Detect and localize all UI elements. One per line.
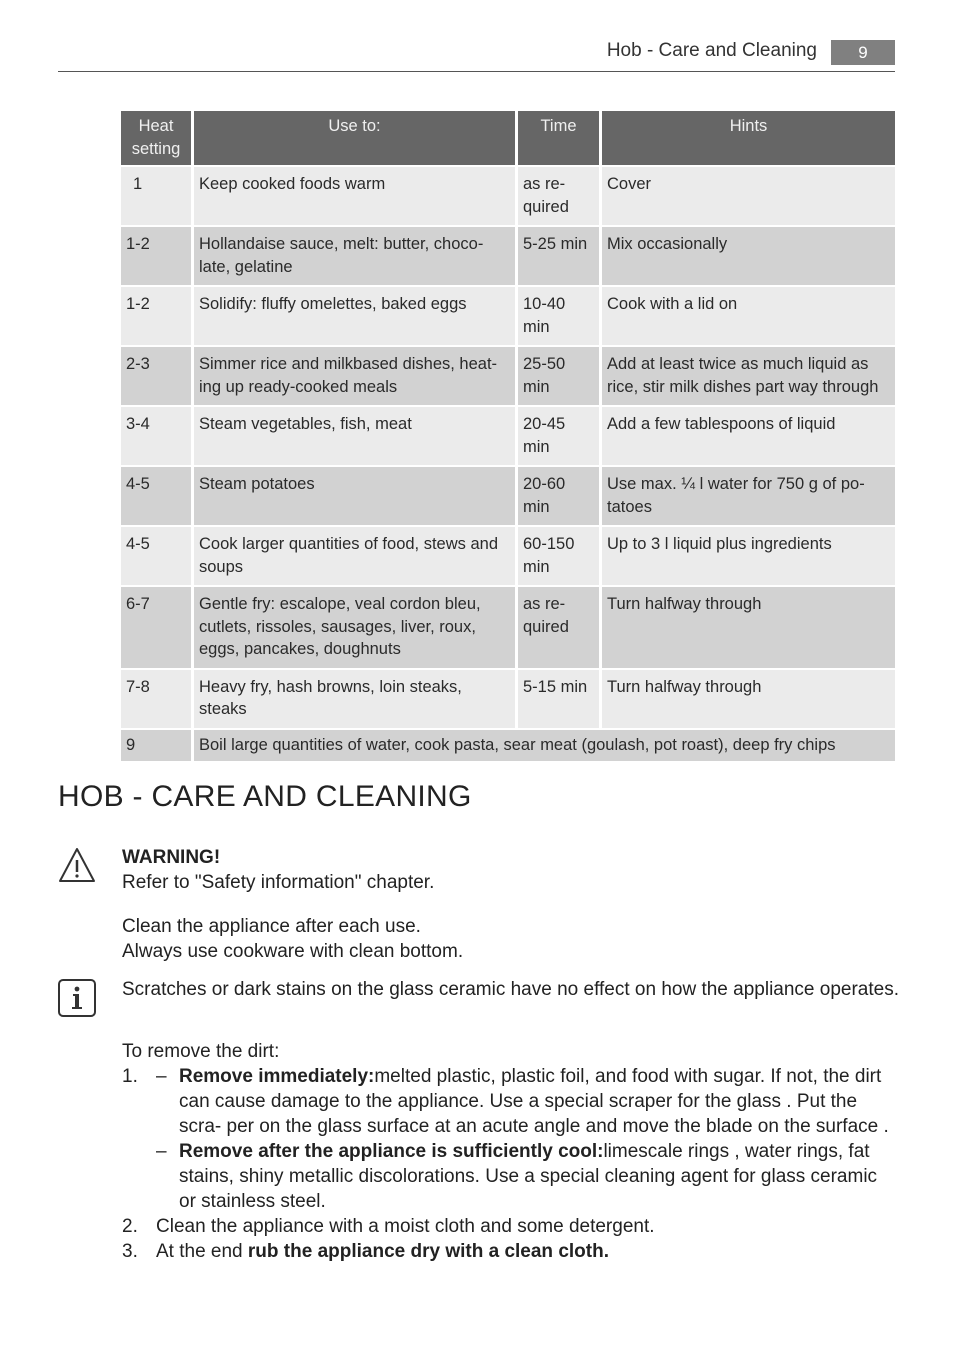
cell-heat: 4-5: [121, 527, 194, 587]
table-row: [121, 467, 895, 527]
cell-time: 25-50 min: [518, 347, 602, 407]
page-header: [58, 36, 895, 72]
cell-use: Solidify: fluffy omelettes, baked eggs: [194, 287, 518, 347]
column-header-time: Time: [518, 111, 602, 167]
table-row: [121, 587, 895, 670]
warning-triangle-icon: [58, 846, 96, 884]
cell-heat: 7-8: [121, 670, 194, 730]
sub-item-text: limescale rings , water rings, fat stains, shiny metallic discolorations. Use a special cleaning agent for glass ceramic or stainless steel.: [179, 1141, 878, 1212]
cell-time: as re- quired: [518, 587, 602, 670]
cell-heat: 4-5: [121, 467, 194, 527]
cell-use: Gentle fry: escalope, veal cordon bleu, cutlets, rissoles, sausages, liver, roux, eggs, pancakes, doughnuts: [194, 587, 518, 670]
column-header-hints: Hints: [602, 111, 895, 167]
cell-time: 5-15 min: [518, 670, 602, 730]
table-row: [121, 347, 895, 407]
table-header-row: [121, 111, 895, 167]
cell-hints: Mix occasionally: [602, 227, 895, 287]
cell-hints: Turn halfway through: [602, 670, 895, 730]
cell-heat: 2-3: [121, 347, 194, 407]
header-title: Hob - Care and Cleaning: [606, 40, 817, 61]
cell-hints: Turn halfway through: [602, 587, 895, 670]
clean-instruction-1: Clean the appliance after each use.: [122, 916, 421, 937]
table-row: [121, 670, 895, 730]
sub-item: [156, 1139, 897, 1214]
cell-use: Heavy fry, hash browns, loin steaks, steaks: [194, 670, 518, 730]
cell-use: Cook larger quantities of food, stews and soups: [194, 527, 518, 587]
cell-time: 60-150 min: [518, 527, 602, 587]
cell-hints: Up to 3 l liquid plus ingredients: [602, 527, 895, 587]
sub-item: [156, 1064, 897, 1139]
cell-heat: 6-7: [121, 587, 194, 670]
cell-use: Simmer rice and milkbased dishes, heat- ing up ready-cooked meals: [194, 347, 518, 407]
table-row: [121, 527, 895, 587]
table-row: [121, 407, 895, 467]
remove-dirt-intro: To remove the dirt:: [122, 1041, 280, 1062]
cell-use: Keep cooked foods warm: [194, 167, 518, 227]
cell-use: Boil large quantities of water, cook pasta, sear meat (goulash, pot roast), deep fry chips: [194, 730, 895, 764]
table-row: [121, 730, 895, 764]
step-text: At the end: [156, 1241, 248, 1262]
cell-use: Steam potatoes: [194, 467, 518, 527]
warning-title: WARNING!: [122, 847, 221, 868]
step-text: Clean the appliance with a moist cloth and some detergent.: [156, 1216, 655, 1237]
sub-item-bold: Remove after the appliance is sufficiently cool:: [179, 1141, 604, 1162]
cell-time: 20-60 min: [518, 467, 602, 527]
list-item: [122, 1064, 897, 1214]
cell-hints: Use max. ¼ l water for 750 g of po- tatoes: [602, 467, 895, 527]
cell-heat: 3-4: [121, 407, 194, 467]
cell-heat: 9: [121, 730, 194, 764]
section-title: HOB - CARE AND CLEANING: [58, 780, 472, 813]
cell-time: 10-40 min: [518, 287, 602, 347]
info-icon: [58, 979, 96, 1017]
dash-marker: –: [156, 1066, 167, 1087]
cell-heat: 1-2: [121, 227, 194, 287]
cell-time: as re- quired: [518, 167, 602, 227]
cell-heat: 1-2: [121, 287, 194, 347]
list-item: [122, 1239, 897, 1264]
cleaning-steps-list: [122, 1064, 897, 1264]
cell-time: 20-45 min: [518, 407, 602, 467]
column-header-heat: Heat setting: [121, 111, 194, 167]
table-row: [121, 287, 895, 347]
cell-hints: Add at least twice as much liquid as rice, stir milk dishes part way through: [602, 347, 895, 407]
column-header-use: Use to:: [194, 111, 518, 167]
clean-instruction-2: Always use cookware with clean bottom.: [122, 941, 464, 962]
sub-item-bold: Remove immediately:: [179, 1066, 375, 1087]
cell-time: 5-25 min: [518, 227, 602, 287]
table-row: [121, 167, 895, 227]
cell-hints: Add a few tablespoons of liquid: [602, 407, 895, 467]
step-number: 2.: [122, 1216, 138, 1237]
heat-settings-table: [121, 111, 895, 763]
step-bold-text: rub the appliance dry with a clean cloth.: [247, 1241, 609, 1262]
cell-heat: 1: [121, 167, 194, 227]
page-number: 9: [831, 40, 895, 65]
sub-item-text: melted plastic, plastic foil, and food with sugar. If not, the dirt can cause damage to the appliance. Use a special scraper for the glass . Put the scra- per on the glass surface at an acute angle and move the blade on the surface .: [179, 1066, 889, 1137]
dash-marker: –: [156, 1141, 167, 1162]
cell-hints: Cook with a lid on: [602, 287, 895, 347]
warning-body: Refer to "Safety information" chapter.: [122, 872, 435, 893]
cell-use: Steam vegetables, fish, meat: [194, 407, 518, 467]
table-row: [121, 227, 895, 287]
list-item: [122, 1214, 897, 1239]
cell-hints: Cover: [602, 167, 895, 227]
step-number: 1.: [122, 1066, 138, 1087]
info-text: Scratches or dark stains on the glass ceramic have no effect on how the appliance operates.: [122, 979, 899, 1000]
cell-use: Hollandaise sauce, melt: butter, choco- late, gelatine: [194, 227, 518, 287]
step-number: 3.: [122, 1241, 138, 1262]
